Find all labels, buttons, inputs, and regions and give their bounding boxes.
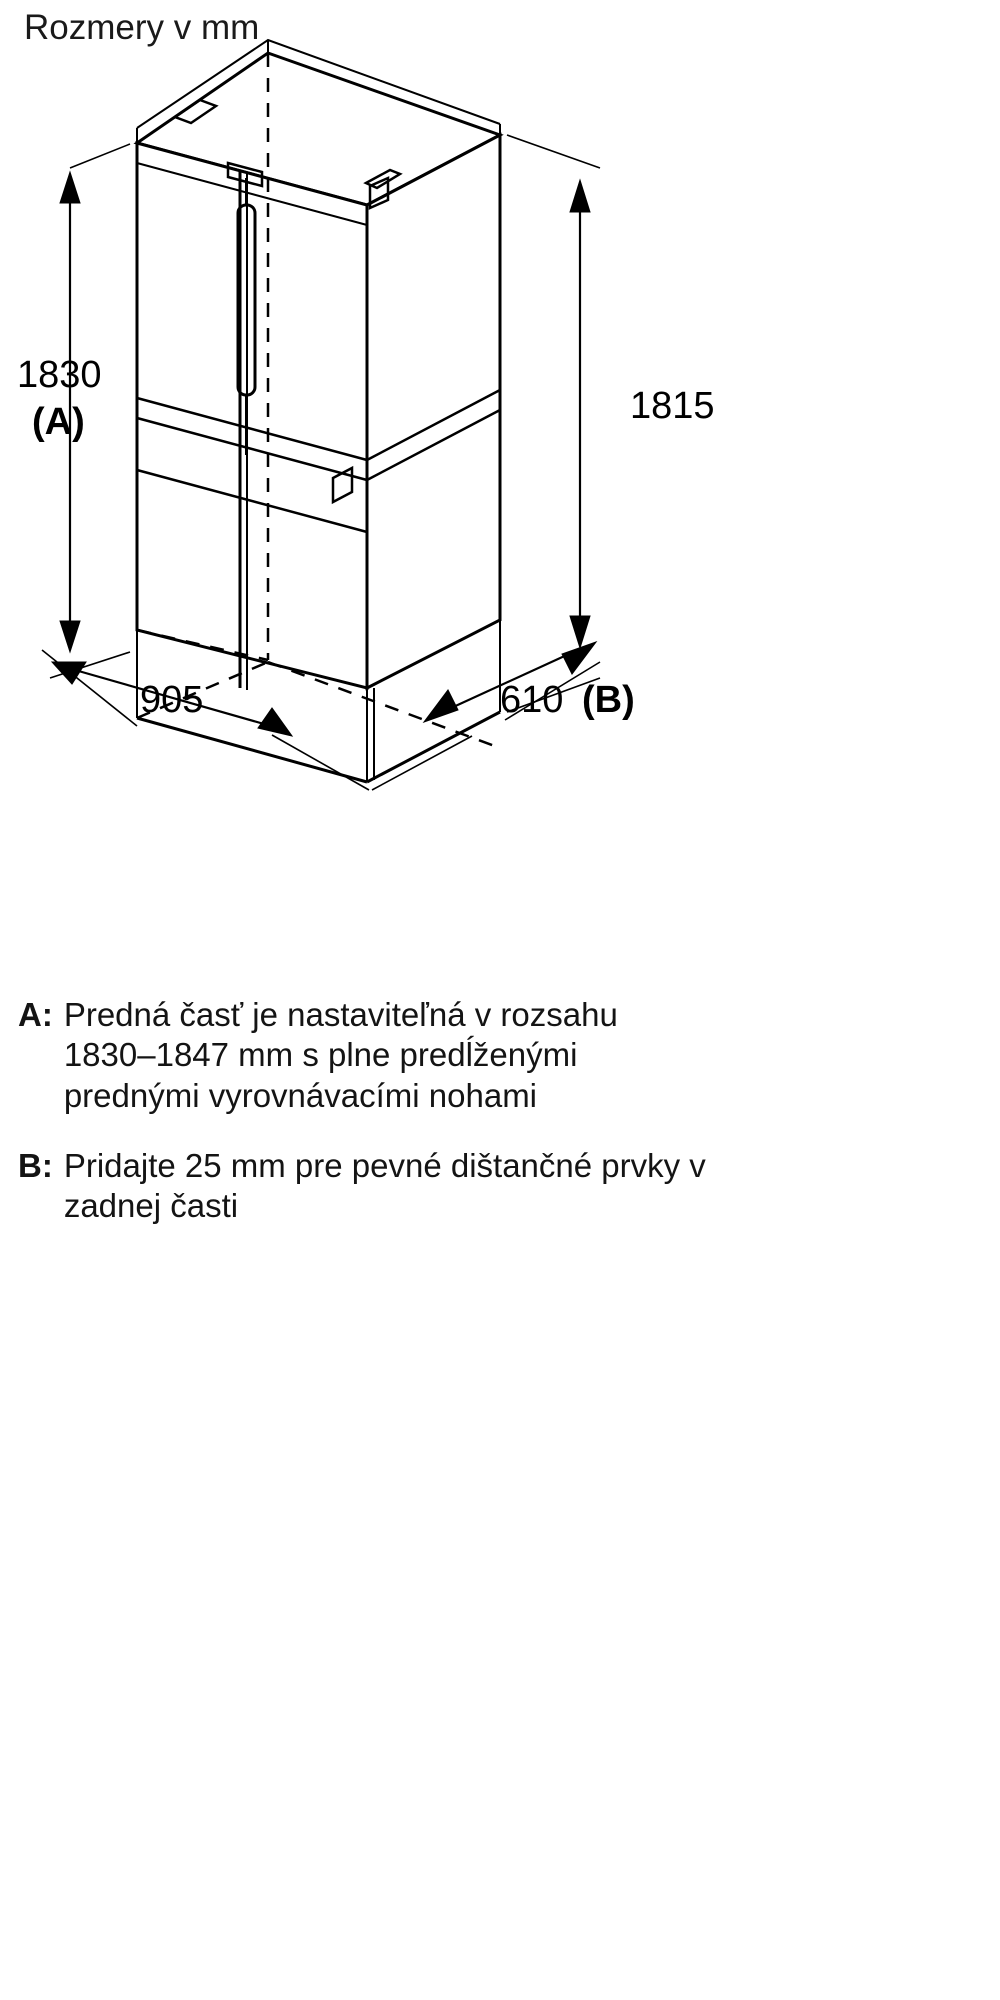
width-dim-arrow-right [258,708,292,736]
depth-ext-left [372,736,472,790]
dimension-1830-value: 1830 [17,354,102,396]
note-b [18,1146,718,1227]
note-b-key: B: [18,1146,53,1184]
dimension-905-value: 905 [140,679,204,721]
depth-dim-arrow-left [424,690,458,722]
note-a-text: Predná časť je nastaviteľná v rozsahu 1830–1847 mm s plne predĺženými prednými vyrovnávacími nohami [63,996,618,1114]
width-ext-left [42,650,137,726]
refrigerator-dimension-drawing [0,0,1000,960]
dimension-1830-marker: (A) [32,401,85,443]
cabinet-side-face [367,135,500,688]
appliance-outline [137,40,500,688]
left-ext-top [70,144,130,168]
page-title: Rozmery v mm [24,8,260,47]
dimension-610-marker: (B) [582,679,635,721]
base-front-left [137,718,367,782]
note-b-text: Pridajte 25 mm pre pevné dištančné prvky v zadnej časti [63,1146,706,1224]
note-a-key: A: [18,996,53,1033]
width-ext-right [272,735,369,790]
dimension-610-value: 610 [500,679,564,721]
right-dim-arrow-bottom [570,616,590,648]
depth-dim-arrow-right [562,642,596,674]
dimension-1815-value: 1815 [630,385,715,427]
dimension-height-rear [507,135,715,712]
right-dim-arrow-top [570,180,590,212]
cabinet-front-face [137,143,367,688]
note-a [18,995,718,1116]
left-dim-arrow-bottom [60,621,80,652]
dimension-height-front [17,144,130,678]
left-dim-arrow-top [60,172,80,203]
right-ext-top [507,135,600,168]
notes-list [18,995,718,1256]
